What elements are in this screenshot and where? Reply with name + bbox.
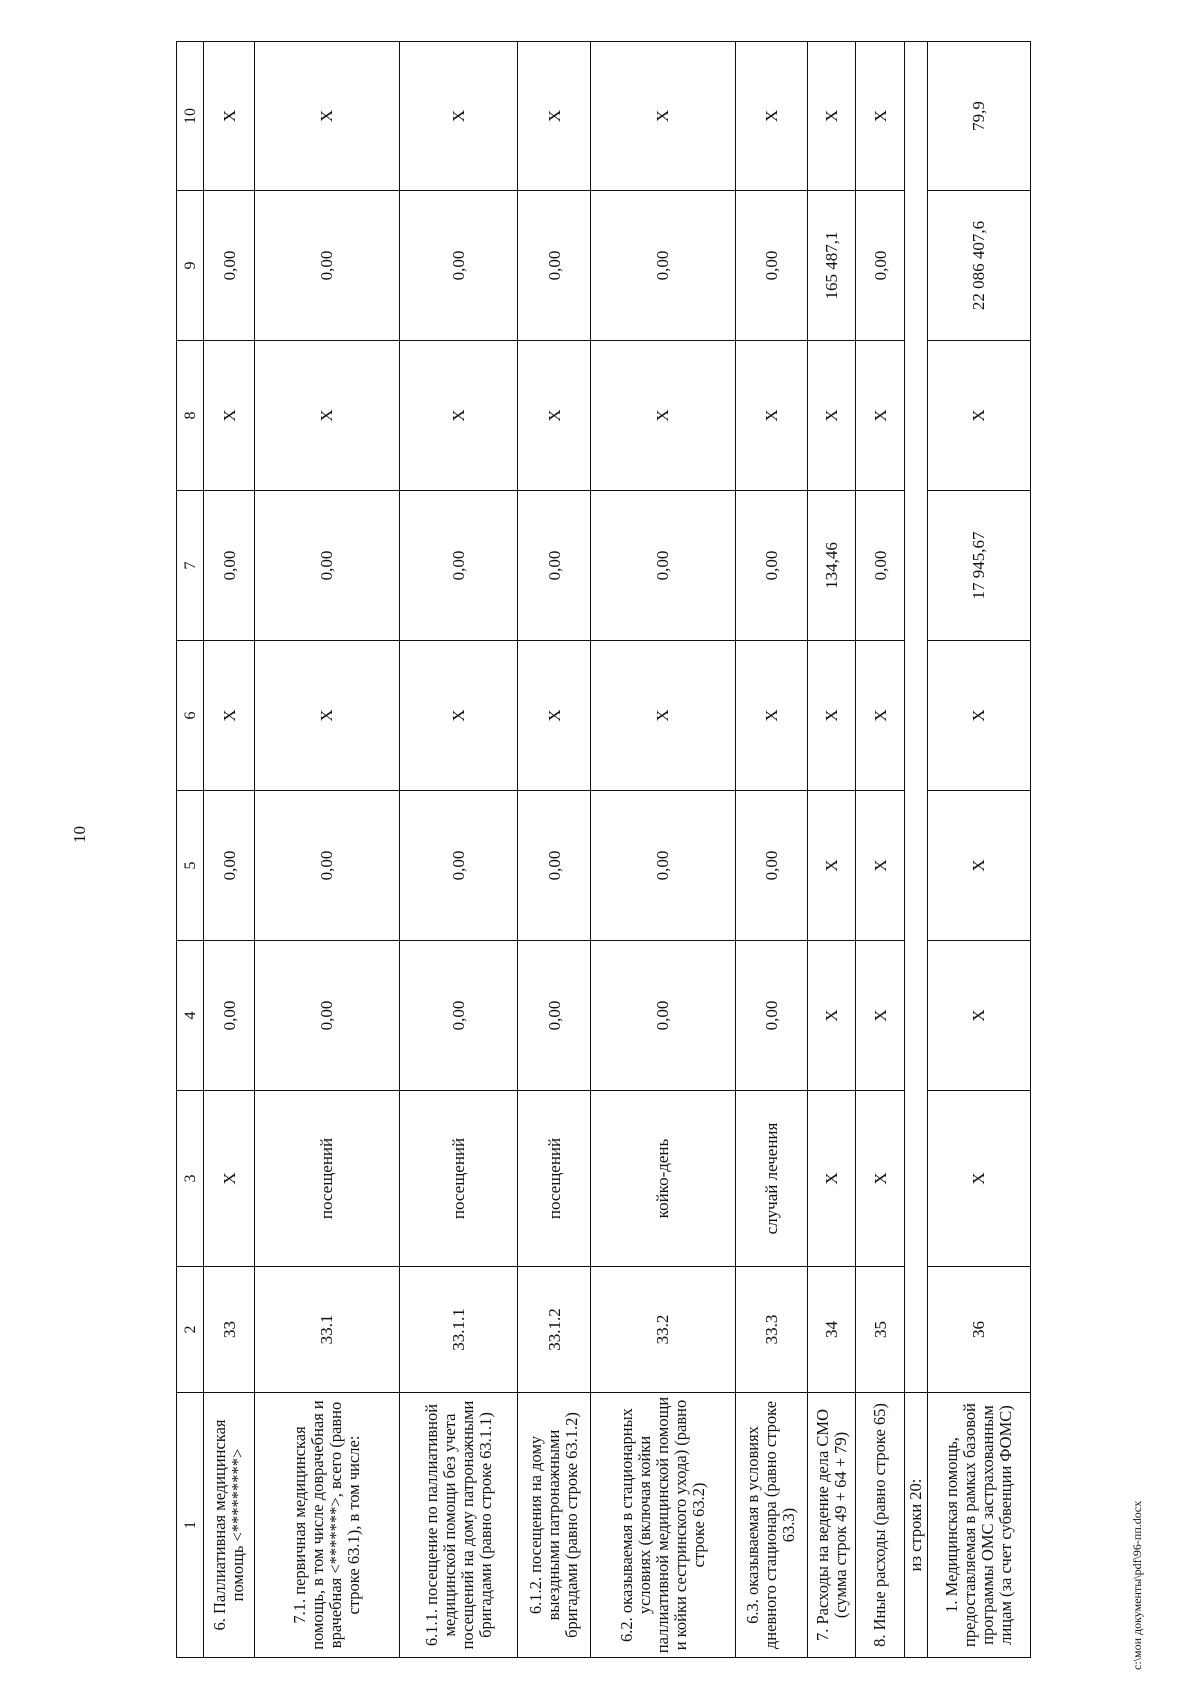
- table-row: [856, 42, 904, 1658]
- row-label: 8. Иные расходы (равно строке 65): [856, 1393, 904, 1658]
- value-cell: 0,00: [518, 941, 590, 1091]
- unit-cell: посещений: [518, 1091, 590, 1267]
- value-cell: 0,00: [518, 191, 590, 341]
- header-cell: 4: [177, 941, 204, 1091]
- subheader-spacer: [904, 42, 927, 1393]
- value-cell: 0,00: [399, 491, 518, 641]
- row-label: 7. Расходы на ведение дела СМО (сумма строк 49 + 64 + 79): [808, 1393, 856, 1658]
- table-row: [518, 42, 590, 1658]
- value-cell: X: [254, 641, 399, 791]
- data-table-frame: [176, 42, 1031, 1658]
- row-label: 1. Медицинская помощь, предоставляемая в рамках базовой программы ОМС застрахованным лицам (за счет субвенции ФОМС): [927, 1393, 1030, 1658]
- value-cell: 134,46: [808, 491, 856, 641]
- value-cell: X: [590, 341, 735, 491]
- row-label: 6.3. оказываемая в условиях дневного стационара (равно строке 63.3): [735, 1393, 807, 1658]
- value-cell: 0,00: [518, 491, 590, 641]
- row-label: 6. Паллиативная медицинская помощь <*********>: [204, 1393, 254, 1658]
- value-cell: X: [927, 341, 1030, 491]
- row-number: 33.1.1: [399, 1267, 518, 1393]
- value-cell: X: [856, 941, 904, 1091]
- row-number: 33.1.2: [518, 1267, 590, 1393]
- header-cell: 8: [177, 341, 204, 491]
- table-row: [735, 42, 807, 1658]
- row-number: 34: [808, 1267, 856, 1393]
- header-cell: 9: [177, 191, 204, 341]
- value-cell: X: [204, 641, 254, 791]
- header-cell: 6: [177, 641, 204, 791]
- value-cell: 0,00: [204, 191, 254, 341]
- value-cell: 0,00: [735, 941, 807, 1091]
- header-cell: 3: [177, 1091, 204, 1267]
- value-cell: 17 945,67: [927, 491, 1030, 641]
- row-label: 6.1.2. посещения на дому выездными патронажными бригадами (равно строке 63.1.2): [518, 1393, 590, 1658]
- value-cell: 0,00: [399, 941, 518, 1091]
- header-cell: 5: [177, 791, 204, 941]
- row-label: 7.1. первичная медицинская помощь, в том числе доврачебная и врачебная <*******>, всего (равно строке 63.1), в том числе:: [254, 1393, 399, 1658]
- value-cell: 0,00: [735, 791, 807, 941]
- header-row: [177, 42, 204, 1658]
- value-cell: 0,00: [590, 791, 735, 941]
- value-cell: X: [808, 791, 856, 941]
- value-cell: 0,00: [518, 791, 590, 941]
- data-table: [176, 41, 1031, 1658]
- value-cell: X: [518, 641, 590, 791]
- value-cell: X: [808, 42, 856, 191]
- row-label: 6.1.1. посещение по паллиативной медицинской помощи без учета посещений на дому патронажными бригадами (равно строке 63.1.1): [399, 1393, 518, 1658]
- value-cell: X: [856, 791, 904, 941]
- value-cell: 0,00: [399, 191, 518, 341]
- value-cell: 0,00: [204, 791, 254, 941]
- value-cell: X: [204, 42, 254, 191]
- value-cell: 0,00: [254, 791, 399, 941]
- subheader-row: [904, 42, 927, 1658]
- unit-cell: X: [856, 1091, 904, 1267]
- value-cell: 0,00: [399, 791, 518, 941]
- value-cell: X: [927, 791, 1030, 941]
- value-cell: 0,00: [856, 491, 904, 641]
- value-cell: X: [399, 42, 518, 191]
- value-cell: 0,00: [254, 491, 399, 641]
- value-cell: X: [808, 941, 856, 1091]
- value-cell: X: [927, 941, 1030, 1091]
- row-label: 6.2. оказываемая в стационарных условиях (включая койки паллиативной медицинской помощи и койки сестринского ухода) (равно строке 63.2): [590, 1393, 735, 1658]
- value-cell: X: [518, 341, 590, 491]
- value-cell: 0,00: [590, 191, 735, 341]
- unit-cell: X: [927, 1091, 1030, 1267]
- value-cell: 0,00: [204, 491, 254, 641]
- value-cell: X: [399, 341, 518, 491]
- value-cell: X: [856, 42, 904, 191]
- table-row: [204, 42, 254, 1658]
- unit-cell: посещений: [254, 1091, 399, 1267]
- value-cell: X: [856, 641, 904, 791]
- unit-cell: X: [204, 1091, 254, 1267]
- table-row: [590, 42, 735, 1658]
- value-cell: X: [204, 341, 254, 491]
- value-cell: X: [735, 42, 807, 191]
- unit-cell: X: [808, 1091, 856, 1267]
- header-cell: 2: [177, 1267, 204, 1393]
- value-cell: 0,00: [254, 941, 399, 1091]
- header-cell: 10: [177, 42, 204, 191]
- value-cell: X: [399, 641, 518, 791]
- value-cell: 0,00: [590, 491, 735, 641]
- value-cell: 0,00: [254, 191, 399, 341]
- value-cell: X: [808, 641, 856, 791]
- value-cell: 0,00: [856, 191, 904, 341]
- footer-file-path: c:\мои документы\pdf\96-пп.docx: [1130, 1500, 1144, 1670]
- value-cell: 0,00: [735, 191, 807, 341]
- value-cell: X: [590, 641, 735, 791]
- value-cell: X: [518, 42, 590, 191]
- table-row: [254, 42, 399, 1658]
- value-cell: 22 086 407,6: [927, 191, 1030, 341]
- value-cell: 165 487,1: [808, 191, 856, 341]
- value-cell: 0,00: [204, 941, 254, 1091]
- row-number: 33.2: [590, 1267, 735, 1393]
- unit-cell: койко-день: [590, 1091, 735, 1267]
- header-cell: 1: [177, 1393, 204, 1658]
- value-cell: X: [808, 341, 856, 491]
- header-cell: 7: [177, 491, 204, 641]
- table-row: [808, 42, 856, 1658]
- row-number: 35: [856, 1267, 904, 1393]
- unit-cell: случай лечения: [735, 1091, 807, 1267]
- value-cell: 79,9: [927, 42, 1030, 191]
- value-cell: X: [254, 42, 399, 191]
- page-number: 10: [70, 826, 89, 843]
- value-cell: X: [735, 641, 807, 791]
- value-cell: X: [254, 341, 399, 491]
- subheader-label: из строки 20:: [904, 1393, 927, 1658]
- value-cell: 0,00: [735, 491, 807, 641]
- value-cell: X: [856, 341, 904, 491]
- table-row: [399, 42, 518, 1658]
- value-cell: X: [735, 341, 807, 491]
- row-number: 36: [927, 1267, 1030, 1393]
- row-number: 33.3: [735, 1267, 807, 1393]
- table-row: [927, 42, 1030, 1658]
- row-number: 33.1: [254, 1267, 399, 1393]
- value-cell: X: [927, 641, 1030, 791]
- value-cell: X: [590, 42, 735, 191]
- value-cell: 0,00: [590, 941, 735, 1091]
- unit-cell: посещений: [399, 1091, 518, 1267]
- row-number: 33: [204, 1267, 254, 1393]
